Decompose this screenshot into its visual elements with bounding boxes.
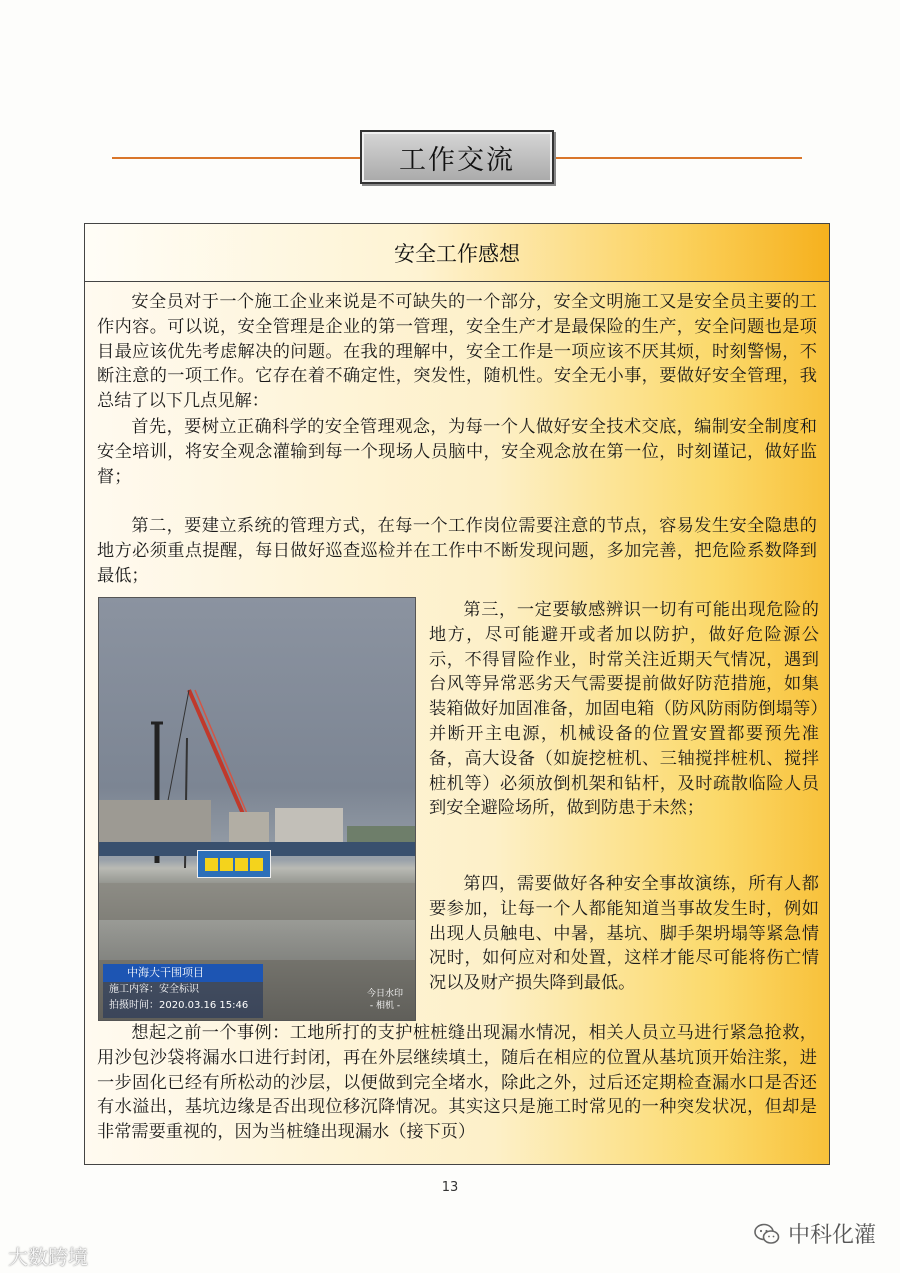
time-label: 拍摄时间： <box>109 1000 159 1011</box>
photo-info-overlay <box>103 964 263 1018</box>
background-building <box>275 808 343 844</box>
background-building <box>99 800 211 842</box>
header-rule-left <box>112 157 360 159</box>
header-rule-right <box>556 157 802 159</box>
paragraph-first-point: 首先，要树立正确科学的安全管理观念，为每一个人做好安全技术交底，编制安全制度和安全培训，将安全观念灌输到每一个现场人员脑中，安全观念放在第一位，时刻谨记，做好监督； <box>97 417 817 487</box>
paragraph-intro: 安全员对于一个施工企业来说是不可缺失的一个部分，安全文明施工又是安全员主要的工作内容。可以说，安全管理是企业的第一管理，安全生产才是最保险的生产，安全问题也是项目最应该优先考虑解决的问题。在我的理解中，安全工作是一项应该不厌其烦，时刻警惕，不断注意的一项工作。它存在着不确定性，突发性，随机性。安全无小事，要做好安全管理，我总结了以下几点见解： <box>97 292 817 412</box>
watermark-left-text: 大数跨境 <box>8 1245 88 1269</box>
page-number: 13 <box>441 1180 459 1195</box>
paragraph-example: 想起之前一个事例：工地所打的支护桩桩缝出现漏水情况，相关人员立马进行紧急抢救，用沙包沙袋将漏水口进行封闭，再在外层继续填土，随后在相应的位置从基坑顶开始注浆，进一步固化已经有所松动的沙层，以便做到完全堵水，除此之外，过后还定期检查漏水口是否还有水溢出，基坑边缘是否出现位移沉降情况。其实这只是施工时常见的一种突发状况，但却是非常需要重视的，因为当桩缝出现漏水（接下页） <box>97 1023 817 1143</box>
paragraph-fourth-point: 第四，需要做好各种安全事故演练，所有人都要参加，让每一个人都能知道当事故发生时，例如出现人员触电、中暑，基坑、脚手架坍塌等紧急情况时，如何应对和处置，这样才能尽可能将伤亡情况以及财产损失降到最低。 <box>429 874 819 994</box>
safety-sign-board <box>197 850 271 878</box>
section-title-tab: 工作交流 <box>360 130 554 184</box>
paragraph-second-point: 第二，要建立系统的管理方式，在每一个工作岗位需要注意的节点，容易发生安全隐患的地方必须重点提醒，每日做好巡查巡检并在工作中不断发现问题，多加完善，把危险系数降到最低； <box>97 516 817 586</box>
overlay-project-title: 中海大干围项目 <box>103 964 263 982</box>
background-building <box>229 812 269 844</box>
watermark-right-text: 中科化灌 <box>788 1223 877 1248</box>
overlay-time-row <box>103 998 263 1014</box>
overlay-content-row <box>103 982 263 998</box>
wechat-icon <box>754 1223 780 1245</box>
construction-site-photo <box>98 597 416 1021</box>
watermark-right <box>754 1218 876 1249</box>
paragraph-third-point: 第三，一定要敏感辨识一切有可能出现危险的地方，尽可能避开或者加以防护，做好危险源公示，不得冒险作业，时常关注近期天气情况，遇到台风等异常恶劣天气需要提前做好防范措施，如集装箱做好加固准备，加固电箱（防风防雨防倒塌等）并断开主电源，机械设备的位置安置都要预先准备，高大设备（如旋挖桩机、三轴搅拌桩机、搅拌桩机等）必须放倒机架和钻杆，及时疏散临险人员到安全避险场所，做到防患于未然； <box>429 600 819 819</box>
time-value: 2020.03.16 15:46 <box>159 1000 249 1011</box>
site-puddle <box>99 920 415 960</box>
content-label: 施工内容： <box>109 984 159 995</box>
content-value: 安全标识 <box>159 984 199 995</box>
stamp-line-1: 今日水印 <box>366 989 403 999</box>
stamp-line-2: - 相机 - <box>369 1001 401 1011</box>
article-title: 安全工作感想 <box>85 224 829 282</box>
watermark-camera-stamp <box>367 988 403 1012</box>
watermark-left <box>8 1241 88 1270</box>
